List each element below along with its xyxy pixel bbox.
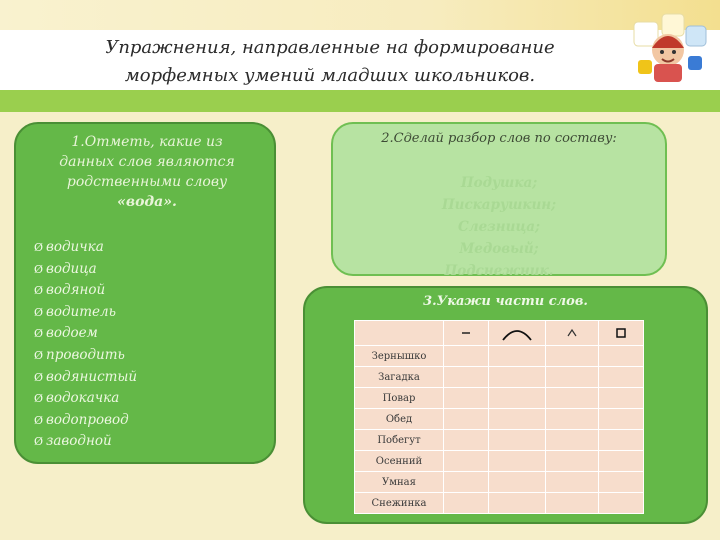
bullet-arrow-icon: Ø — [34, 435, 44, 449]
table-cell — [489, 493, 546, 514]
table-cell — [546, 367, 599, 388]
prefix-box-icon — [614, 327, 628, 339]
list-item: Пискарушкин; — [441, 197, 557, 213]
list-item — [34, 345, 137, 367]
table-cell — [546, 430, 599, 451]
table-cell — [489, 430, 546, 451]
bullet-arrow-icon: Ø — [34, 370, 44, 384]
exercise-3-title: 3.Укажи части слов. — [423, 294, 588, 309]
table-row — [355, 346, 644, 367]
table-row — [355, 493, 644, 514]
table-cell — [546, 472, 599, 493]
list-item — [34, 367, 137, 389]
exercise-1-title-line: 1.Отметь, какие из — [71, 134, 223, 150]
table-cell — [599, 388, 644, 409]
title-line-1: Упражнения, направленные на формирование — [105, 37, 555, 58]
table-cell — [489, 346, 546, 367]
table-row — [355, 430, 644, 451]
bullet-arrow-icon: Ø — [34, 348, 44, 362]
table-row — [355, 409, 644, 430]
faint-word-list — [333, 172, 665, 282]
ending-mark-icon — [459, 328, 473, 338]
list-item — [34, 280, 137, 302]
table-cell — [444, 472, 489, 493]
table-header-cell — [599, 321, 644, 346]
list-item — [34, 259, 137, 281]
table-cell-word: Умная — [355, 472, 444, 493]
bullet-arrow-icon: Ø — [34, 262, 44, 276]
green-stripe — [0, 90, 720, 112]
exercise-2-panel — [331, 122, 667, 279]
list-item: Подснежник. — [444, 263, 554, 279]
table-header-cell — [489, 321, 546, 346]
list-item — [34, 237, 137, 259]
word-list — [34, 237, 137, 453]
table-cell — [444, 346, 489, 367]
root-arc-icon — [500, 324, 534, 342]
table-cell — [546, 346, 599, 367]
list-item-label: водянистый — [46, 368, 138, 385]
list-item — [34, 323, 137, 345]
table-cell — [489, 451, 546, 472]
table-cell — [444, 430, 489, 451]
list-item-label: водитель — [46, 303, 116, 320]
exercise-2-title: 2.Сделай разбор слов по составу: — [381, 131, 617, 146]
exercise-1-title — [36, 132, 258, 212]
table-cell — [444, 367, 489, 388]
table-cell-word: Побегут — [355, 430, 444, 451]
slide-title — [60, 34, 600, 90]
list-item-label: заводной — [46, 433, 112, 450]
list-item-label: водица — [46, 260, 97, 277]
table-header-cell — [355, 321, 444, 346]
table-cell — [489, 472, 546, 493]
table-cell-word: Зернышко — [355, 346, 444, 367]
table-cell — [599, 472, 644, 493]
table-header-row — [355, 321, 644, 346]
table-row — [355, 388, 644, 409]
table-header-cell — [546, 321, 599, 346]
table-cell — [489, 409, 546, 430]
bullet-arrow-icon: Ø — [34, 413, 44, 427]
table-cell — [444, 409, 489, 430]
table-cell — [546, 493, 599, 514]
table-cell-word: Снежинка — [355, 493, 444, 514]
list-item-label: водокачка — [46, 390, 120, 407]
table-cell — [599, 451, 644, 472]
bullet-arrow-icon: Ø — [34, 392, 44, 406]
table-cell — [599, 346, 644, 367]
exercise-1-panel — [14, 122, 276, 464]
suffix-caret-icon — [565, 327, 579, 339]
puzzle-logo-icon — [628, 8, 710, 88]
table-cell — [546, 451, 599, 472]
table-cell — [546, 388, 599, 409]
list-item — [34, 410, 137, 432]
list-item — [34, 302, 137, 324]
table-header-cell — [444, 321, 489, 346]
list-item: Медовый; — [459, 241, 539, 257]
list-item — [34, 388, 137, 410]
list-item-label: водопровод — [46, 411, 129, 428]
table-cell — [489, 367, 546, 388]
list-item-label: водичка — [46, 239, 104, 255]
bullet-arrow-icon: Ø — [34, 241, 44, 254]
list-item: Слезница; — [457, 219, 541, 235]
table-cell-word: Повар — [355, 388, 444, 409]
table-cell — [599, 430, 644, 451]
table-cell — [489, 388, 546, 409]
table-cell — [444, 493, 489, 514]
table-cell — [599, 493, 644, 514]
bullet-arrow-icon: Ø — [34, 284, 44, 298]
table-row — [355, 367, 644, 388]
exercise-1-title-line: «вода». — [117, 194, 177, 210]
table-cell-word: Осенний — [355, 451, 444, 472]
list-item — [34, 431, 137, 453]
bullet-arrow-icon: Ø — [34, 327, 44, 341]
exercise-1-title-line: данных слов являются — [59, 154, 235, 170]
bullet-arrow-icon: Ø — [34, 305, 44, 319]
top-band — [0, 0, 720, 30]
morpheme-table — [354, 320, 644, 514]
title-line-2: морфемных умений младших школьников. — [124, 65, 536, 86]
exercise-1-title-line: родственными слову — [66, 174, 228, 190]
table-cell-word: Обед — [355, 409, 444, 430]
list-item-label: проводить — [46, 346, 125, 363]
table-cell-word: Загадка — [355, 367, 444, 388]
table-row — [355, 472, 644, 493]
table-cell — [444, 451, 489, 472]
table-cell — [599, 367, 644, 388]
list-item-label: водяной — [46, 282, 106, 299]
table-cell — [599, 409, 644, 430]
table-row — [355, 451, 644, 472]
table-cell — [546, 409, 599, 430]
list-item: Подушка; — [460, 175, 538, 191]
list-item-label: водоем — [46, 325, 98, 342]
table-cell — [444, 388, 489, 409]
